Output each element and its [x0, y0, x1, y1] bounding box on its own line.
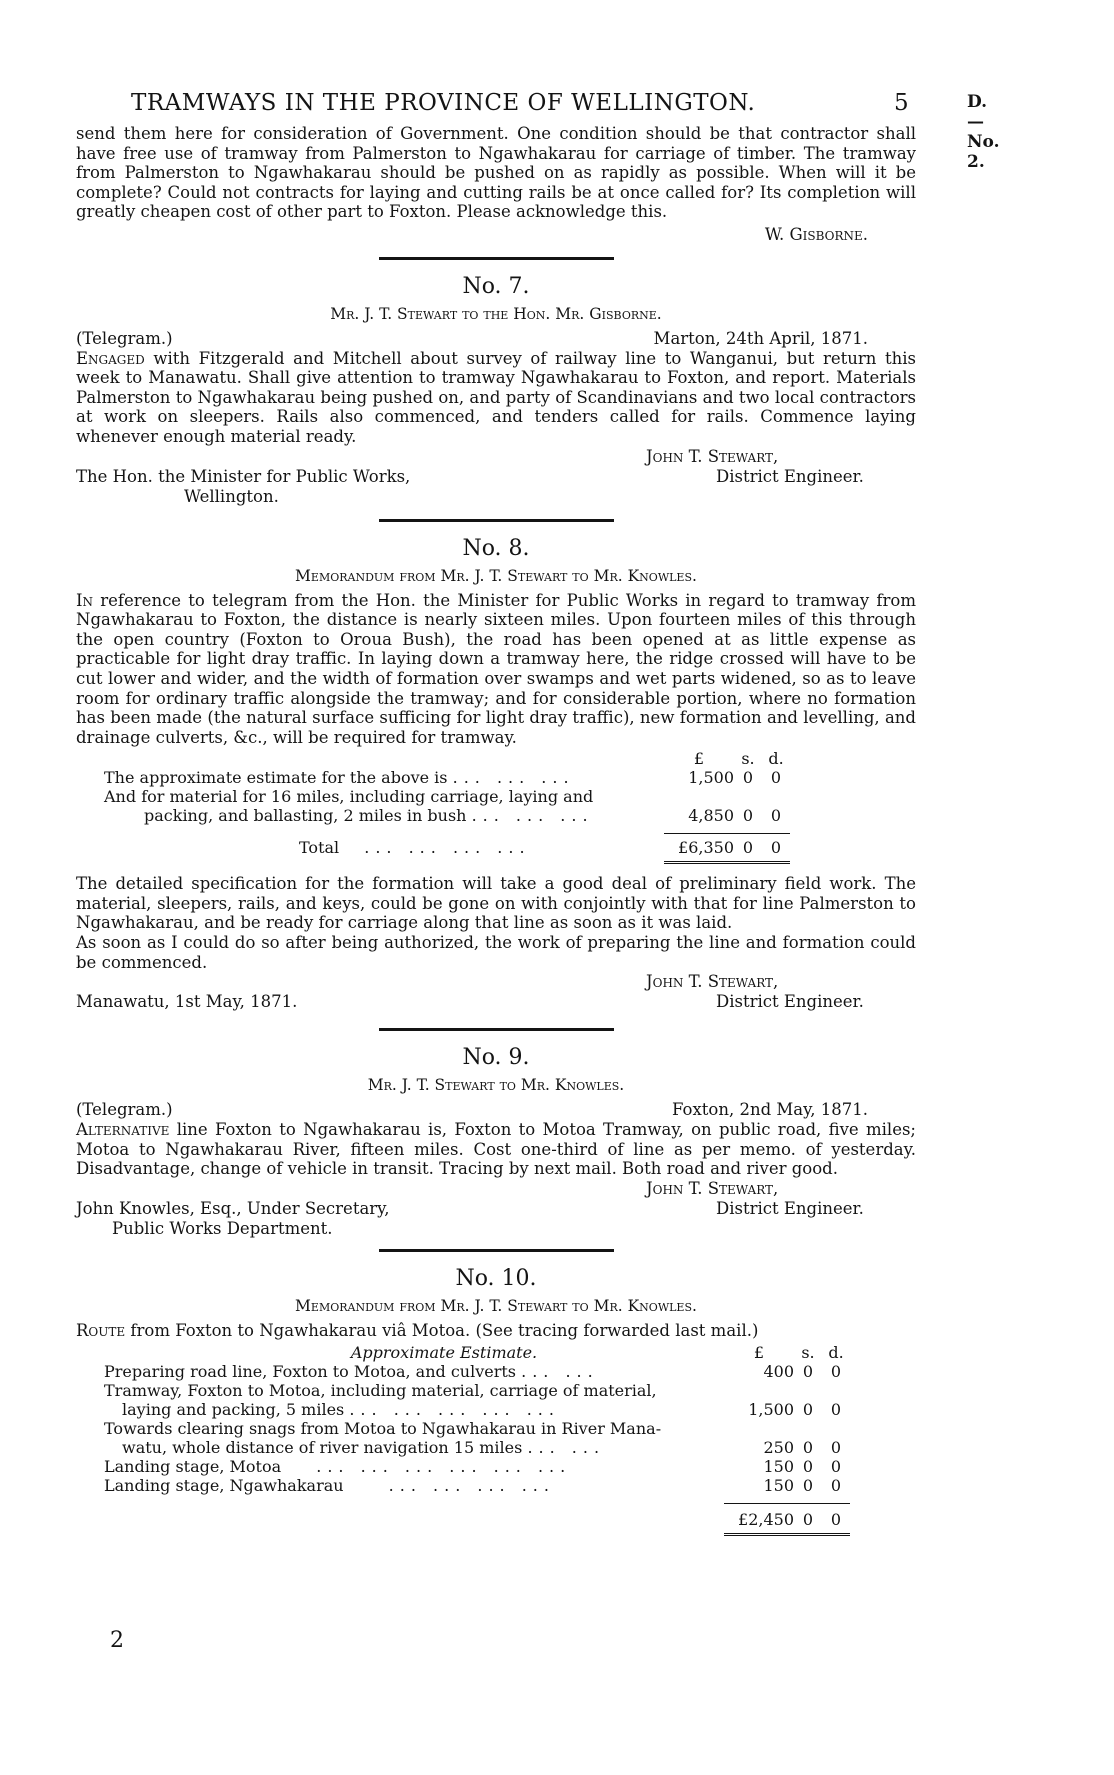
signature-title: District Engineer.	[716, 1199, 864, 1219]
telegram-label: (Telegram.)	[76, 328, 173, 348]
estimate-pence: 0	[770, 806, 782, 826]
total-row: Total ... ... ... ... £6,350 0 0	[104, 834, 790, 858]
estimate-pence: 0	[830, 1475, 842, 1495]
signature-mark: 2	[110, 1628, 124, 1653]
page-header	[76, 84, 1000, 172]
running-title: TRAMWAYS IN THE PROVINCE OF WELLINGTON.	[131, 90, 756, 116]
estimate-pounds: 150	[763, 1475, 794, 1495]
body-paragraph-no7	[76, 349, 916, 447]
total-pounds: £6,350	[664, 834, 734, 858]
section-heading-no10: No. 10.	[455, 1266, 537, 1292]
estimate-pence: 0	[770, 768, 782, 788]
body-paragraph-no8-3: As soon as I could do so after being authorized, the work of preparing the line and formation could be commenced.	[76, 933, 916, 972]
body-text: reference to telegram from the Hon. the Minister for Public Works in regard to tramway from Ngawhakarau to Foxton, the distance is nearly sixteen miles. Upon fourteen miles of this through the open country (Foxton to Oroua Bush), the road has been opened at as little expense as practicable for light dray traffic. In laying down a tramway here, the ridge crossed will have to be cut lower and wider, and the width of formation over swamps and wet parts widened, so as to leave room for ordinary traffic alongside the tramway; and for considerable portion, where no formation has been made (the natural surface sufficing for light dray traffic), new formation and levelling, and drainage culverts, &c., will be required for tramway.	[76, 590, 916, 747]
estimate-shillings: 0	[742, 806, 754, 826]
estimate-shillings: 0	[802, 1475, 814, 1495]
estimate-item: Preparing road line, Foxton to Motoa, and culverts	[104, 1361, 517, 1381]
estimate-shillings: 0	[802, 1399, 814, 1419]
total-pence: 0	[822, 1503, 850, 1529]
estimate-row: The approximate estimate for the above is ... ... ... 1,500 0 0	[104, 768, 790, 787]
estimate-row: And for material for 16 miles, including carriage, laying and packing, and ballasting, 2 miles in bush ... ... ... 4,850 0 0	[104, 787, 790, 825]
section-heading-no8: No. 8.	[462, 535, 530, 561]
estimate-pounds: 1,500	[688, 768, 734, 788]
total-shillings: 0	[794, 1503, 822, 1529]
section-divider	[379, 257, 614, 260]
total-pence: 0	[762, 834, 790, 858]
estimate-pence: 0	[830, 1437, 842, 1457]
estimate-pounds: 150	[763, 1456, 794, 1476]
signature-title: District Engineer.	[716, 992, 864, 1012]
estimate-shillings: 0	[742, 768, 754, 788]
lead-word: Alternative	[76, 1120, 170, 1140]
section-heading-no9: No. 9.	[462, 1045, 530, 1071]
estimate-item: The approximate estimate for the above is	[104, 768, 448, 788]
body-paragraph-no8	[76, 591, 916, 748]
shillings-header: s.	[741, 749, 755, 769]
total-pounds: £2,450	[724, 1503, 794, 1529]
pounds-header: £	[753, 1342, 765, 1362]
section-divider	[379, 519, 614, 522]
section-subheading-no10: Memorandum from Mr. J. T. Stewart to Mr. Knowles.	[295, 1297, 697, 1316]
place-date: Foxton, 2nd May, 1871.	[672, 1100, 868, 1120]
section-subheading-no9: Mr. J. T. Stewart to Mr. Knowles.	[367, 1076, 625, 1095]
telegram-line-no9	[76, 1100, 916, 1120]
estimate-pounds: 250	[763, 1437, 794, 1457]
body-paragraph-no8-2: The detailed specification for the formation will take a good deal of preliminary field work. The material, sleepers, rails, and keys, could be gone on with conjointly with that for line Palmerston to Ngawhakarau, and be ready for carriage along that line as soon as it was laid.	[76, 874, 916, 933]
addressee-line-2: Public Works Department.	[112, 1219, 333, 1239]
body-paragraph-no10	[76, 1321, 916, 1341]
place-date: Marton, 24th April, 1871.	[653, 328, 868, 348]
section-heading-no7: No. 7.	[462, 273, 530, 299]
estimate-shillings: 0	[802, 1456, 814, 1476]
estimate-table-no10	[104, 1343, 850, 1536]
estimate-item: Towards clearing snags from Motoa to Ngawhakarau in River Mana-	[104, 1418, 662, 1438]
estimate-pence: 0	[830, 1399, 842, 1419]
lead-word: Route	[76, 1321, 126, 1341]
section-divider	[379, 1028, 614, 1031]
signature-name: John T. Stewart,	[646, 972, 779, 992]
estimate-row: Tramway, Foxton to Motoa, including material, carriage of material, laying and packing, 5 miles ... ... ... ... ... 1,500 0 0	[104, 1381, 850, 1419]
estimate-row: Towards clearing snags from Motoa to Ngawhakarau in River Mana- watu, whole distance of river navigation 15 miles ... ... 250 0 0	[104, 1419, 850, 1457]
signature-block-no9	[76, 1179, 916, 1239]
estimate-pounds: 400	[763, 1361, 794, 1381]
estimate-pounds: 4,850	[688, 806, 734, 826]
estimate-row: Landing stage, Motoa ... ... ... ... ... ... 150 0 0	[104, 1457, 850, 1476]
pence-header: d.	[768, 749, 784, 769]
intro-paragraph: send them here for consideration of Government. One condition should be that contractor shall have free use of tramway from Palmerston to Ngawhakarau for carriage of timber. The tramway from Palmerston to Ngawhakarau should be pushed on as rapidly as possible. When will it be complete? Could not contracts for laying and cutting rails be at once called for? Its completion will greatly cheapen cost of other part to Foxton. Please acknowledge this.	[76, 124, 916, 222]
place-date: Manawatu, 1st May, 1871.	[76, 992, 298, 1012]
estimate-shillings: 0	[802, 1437, 814, 1457]
signature-block-no8	[76, 972, 916, 1012]
estimate-table-no8	[104, 749, 790, 864]
section-divider	[379, 1249, 614, 1252]
document-number: D.—No. 2.	[967, 92, 1000, 172]
document-page	[76, 84, 1000, 1536]
estimate-item: Tramway, Foxton to Motoa, including material, carriage of material,	[104, 1380, 657, 1400]
lead-word: Engaged	[76, 348, 145, 368]
estimate-shillings: 0	[802, 1361, 814, 1381]
telegram-line-no7	[76, 329, 916, 349]
estimate-item-cont: laying and packing, 5 miles	[122, 1399, 345, 1419]
total-shillings: 0	[734, 834, 762, 858]
pounds-header: £	[693, 749, 705, 769]
estimate-item-cont: packing, and ballasting, 2 miles in bush	[144, 806, 467, 826]
shillings-header: s.	[801, 1342, 815, 1362]
section-subheading-no8: Memorandum from Mr. J. T. Stewart to Mr. Knowles.	[295, 566, 697, 585]
addressee-line-2: Wellington.	[184, 486, 279, 506]
signature-block-no7	[76, 447, 916, 507]
addressee-line-1: John Knowles, Esq., Under Secretary,	[76, 1199, 390, 1219]
estimate-row: Preparing road line, Foxton to Motoa, and culverts ... ... 400 0 0	[104, 1362, 850, 1381]
total-row	[104, 1503, 850, 1529]
body-text: line Foxton to Ngawhakarau is, Foxton to Motoa Tramway, on public road, five miles; Motoa to Ngawhakarau River, fifteen miles. Cost one-third of line as per memo. of yesterday. Disadvantage, change of vehicle in transit. Tracing by next mail. Both road and river good.	[76, 1120, 916, 1179]
signature-title: District Engineer.	[716, 466, 864, 486]
section-subheading-no7: Mr. J. T. Stewart to the Hon. Mr. Gisborne.	[330, 304, 662, 323]
estimate-pence: 0	[830, 1361, 842, 1381]
page-number: 5	[894, 90, 909, 116]
estimate-pounds: 1,500	[748, 1399, 794, 1419]
estimate-item-cont: watu, whole distance of river navigation 15 miles	[122, 1437, 523, 1457]
pence-header: d.	[828, 1342, 844, 1362]
currency-header-row	[104, 749, 790, 768]
total-label: Total	[299, 838, 340, 858]
telegram-label: (Telegram.)	[76, 1100, 173, 1120]
estimate-item: And for material for 16 miles, including carriage, laying and	[104, 787, 594, 807]
body-paragraph-no9	[76, 1120, 916, 1179]
signature-name: John T. Stewart,	[646, 1179, 779, 1199]
lead-word: In	[76, 590, 94, 610]
intro-signature: W. Gisborne.	[764, 224, 868, 244]
body-text: from Foxton to Ngawhakarau viâ Motoa. (See tracing forwarded last mail.)	[130, 1321, 759, 1341]
currency-header-row	[104, 1343, 850, 1362]
signature-name: John T. Stewart,	[646, 446, 779, 466]
estimate-row: Landing stage, Ngawhakarau ... ... ... ... 150 0 0	[104, 1476, 850, 1495]
addressee-line-1: The Hon. the Minister for Public Works,	[76, 466, 411, 486]
estimate-item: Landing stage, Ngawhakarau	[104, 1475, 344, 1495]
estimate-title: Approximate Estimate.	[350, 1342, 538, 1362]
estimate-item: Landing stage, Motoa	[104, 1456, 282, 1476]
estimate-pence: 0	[830, 1456, 842, 1476]
body-text: with Fitzgerald and Mitchell about survey of railway line to Wanganui, but return this week to Manawatu. Shall give attention to tramway Ngawhakarau to Foxton, and report. Materials Palmerston to Ngawhakarau being pushed on, and party of Scandinavians and two local contractors at work on sleepers. Rails also commenced, and tenders called for rails. Commence laying whenever enough material ready.	[76, 348, 917, 446]
